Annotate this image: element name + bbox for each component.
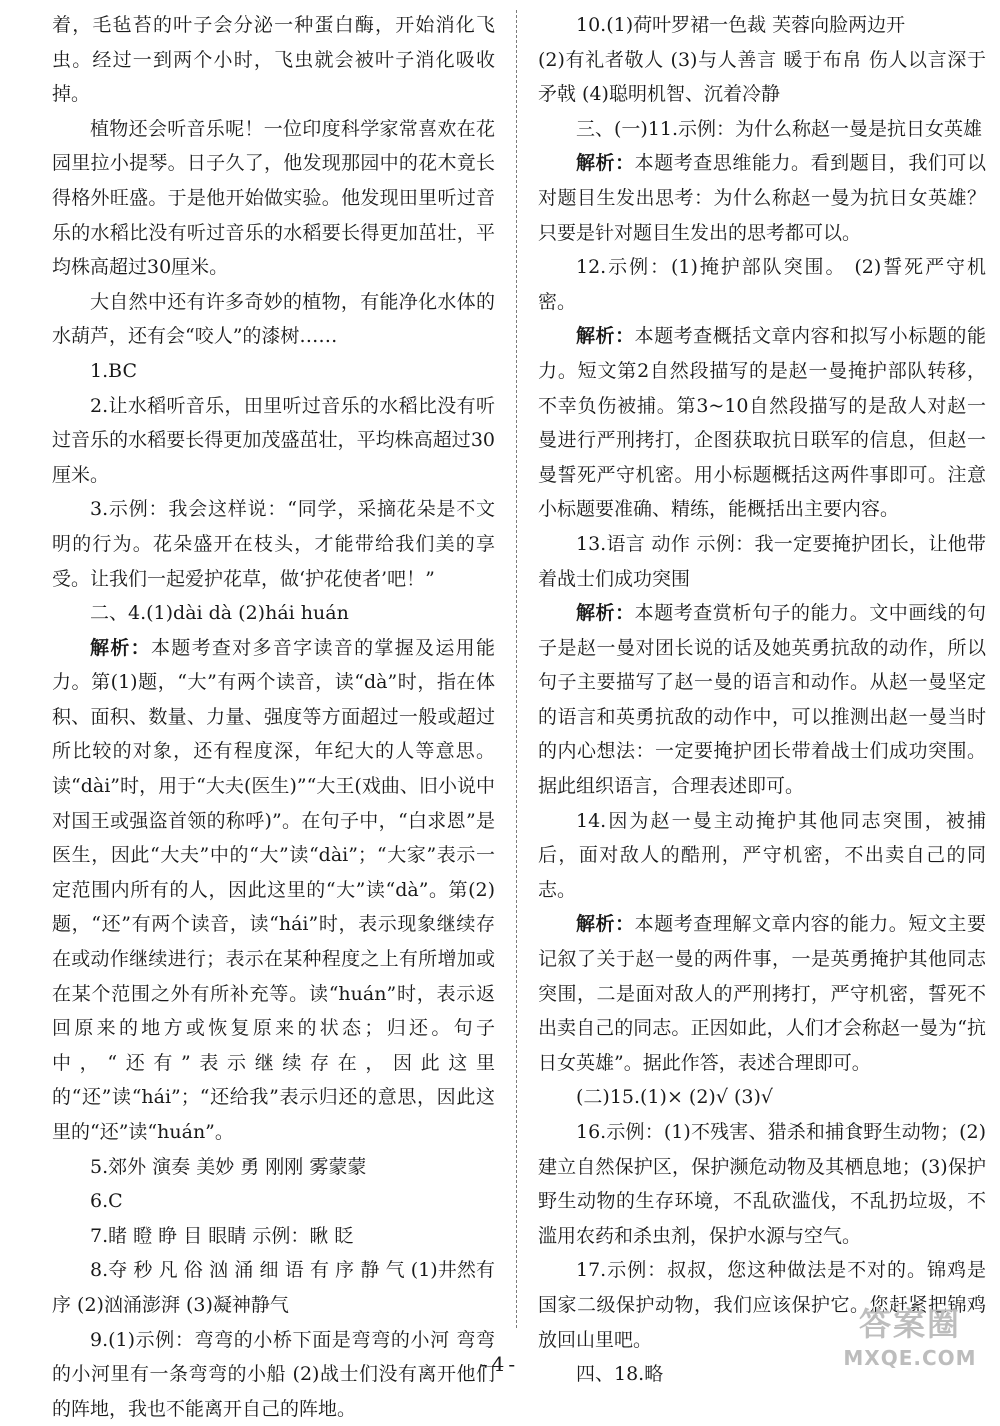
left-column bbox=[52, 8, 495, 1426]
watermark-title: 答案圈 bbox=[858, 1305, 961, 1343]
analysis-label: 解析： bbox=[576, 325, 635, 348]
answer-item: 3.示例：我会这样说：“同学，采摘花朵是不文明的行为。花朵盛开在枝头，才能带给我们美的享受。让我们一起爱护花草，做‘护花使者’吧！” bbox=[52, 498, 495, 590]
analysis-text: 本题考查赏析句子的能力。文中画线的句子是赵一曼对团长说的话及她英勇抗敌的动作，所以句子主要描写了赵一曼的语言和动作。从赵一曼坚定的语言和英勇抗敌的动作中，可以推测出赵一曼当时的内心想法：一定要掩护团长带着战士们成功突围。据此组织语言，合理表述即可。 bbox=[538, 602, 986, 798]
answer-item: 四、18.略 bbox=[576, 1363, 664, 1386]
answer-item: 5.郊外 演奏 美妙 勇 刚刚 雾蒙蒙 bbox=[90, 1155, 367, 1178]
watermark-url: MXQE.COM bbox=[843, 1346, 977, 1370]
analysis-text: 本题考查理解文章内容的能力。短文主要记叙了关于赵一曼的两件事，一是英勇掩护其他同志突围，二是面对敌人的严刑拷打，严守机密，誓死不出卖自己的同志。正因如此，人们才会称赵一曼为“抗日女英雄”。据此作答，表述合理即可。 bbox=[538, 913, 986, 1074]
text-paragraph: 植物还会听音乐呢！一位印度科学家常喜欢在花园里拉小提琴。日子久了，他发现那园中的花木竟长得格外旺盛。于是他开始做实验。他发现田里听过音乐的水稻比没有听过音乐的水稻要长得更加茁壮，平均株高超过30厘米。 bbox=[52, 117, 495, 279]
analysis-label: 解析： bbox=[576, 602, 635, 625]
answer-item: 17.示例：叔叔，您这种做法是不对的。锦鸡是国家二级保护动物，我们应该保护它。您赶紧把锦鸡放回山里吧。 bbox=[538, 1259, 986, 1351]
analysis-paragraph bbox=[538, 596, 986, 804]
analysis-label: 解析： bbox=[576, 913, 635, 936]
right-column bbox=[538, 8, 986, 1392]
page-number: -4- bbox=[480, 1352, 520, 1376]
analysis-paragraph bbox=[538, 146, 986, 250]
text-paragraph: 着，毛毡苔的叶子会分泌一种蛋白酶，开始消化飞虫。经过一到两个小时，飞虫就会被叶子消化吸收掉。 bbox=[52, 14, 495, 106]
answer-item: (二)15.(1)× (2)√ (3)√ bbox=[576, 1086, 773, 1109]
analysis-paragraph bbox=[538, 319, 986, 527]
text-paragraph: 大自然中还有许多奇妙的植物，有能净化水体的水葫芦，还有会“咬人”的漆树…… bbox=[52, 290, 495, 348]
analysis-label: 解析： bbox=[90, 636, 151, 659]
answer-item: 二、4.(1)dài dà (2)hái huán bbox=[90, 602, 349, 625]
analysis-paragraph bbox=[52, 631, 495, 1150]
answer-item: 16.示例：(1)不残害、猎杀和捕食野生动物；(2)建立自然保护区，保护濒危动物及其栖息地；(3)保护野生动物的生存环境，不乱砍滥伐，不乱扔垃圾，不滥用农药和杀虫剂，保护水源与空气。 bbox=[538, 1121, 986, 1247]
analysis-text: 本题考查对多音字读音的掌握及运用能力。第(1)题，“大”有两个读音，读“dà”时，指在体积、面积、数量、力量、强度等方面超过一般或超过所比较的对象，还有程度深，年纪大的人等意思。读“dài”时，用于“大夫(医生)”“大王(戏曲、旧小说中对国王或强盗首领的称呼)”。在句子中，“白求恩”是医生，因此“大夫”中的“大”读“dài”；“大家”表示一定范围内所有的人，因此这里的“大”读“dà”。第(2)题，“还”有两个读音，读“hái”时，表示现象继续存在或动作继续进行；表示在某种程度之上有所增加或在某个范围之外有所补充等。读“huán”时，表示返回原来的地方或恢复原来的状态；归还。句子中，“还有”表示继续存在，因此这里的“还”读“hái”；“还给我”表示归还的意思，因此这里的“还”读“huán”。 bbox=[52, 636, 495, 1143]
answer-item: 8.夺 秒 凡 俗 汹 涌 细 语 有 序 静 气 (1)井然有序 (2)汹涌澎湃 (3)凝神静气 bbox=[52, 1259, 495, 1316]
answer-item: 10.(1)荷叶罗裙一色裁 芙蓉向脸两边开 bbox=[576, 14, 906, 36]
answer-item: 14.因为赵一曼主动掩护其他同志突围，被捕后，面对敌人的酷刑，严守机密，不出卖自己的同志。 bbox=[538, 809, 986, 901]
analysis-text: 本题考查思维能力。看到题目，我们可以对题目生发出思考：为什么称赵一曼为抗日女英雄？只要是针对题目生发出的思考都可以。 bbox=[538, 152, 986, 244]
answer-item: 1.BC bbox=[90, 359, 137, 382]
answer-item: 13.语言 动作 示例：我一定要掩护团长，让他带着战士们成功突围 bbox=[538, 532, 986, 590]
analysis-text: 本题考查概括文章内容和拟写小标题的能力。短文第2自然段描写的是赵一曼掩护部队转移，不幸负伤被捕。第3~10自然段描写的是敌人对赵一曼进行严刑拷打，企图获取抗日联军的信息，但赵一曼誓死严守机密。用小标题概括这两件事即可。注意小标题要准确、精练，能概括出主要内容。 bbox=[538, 325, 986, 521]
answer-item: 三、(一)11.示例：为什么称赵一曼是抗日女英雄 bbox=[576, 117, 983, 140]
column-divider bbox=[516, 10, 517, 1328]
answer-item: (2)有礼者敬人 (3)与人善言 暖于布帛 伤人以言深于矛戟 (4)聪明机智、沉着冷静 bbox=[538, 48, 986, 106]
answer-item: 6.C bbox=[90, 1190, 123, 1213]
analysis-paragraph bbox=[538, 907, 986, 1080]
watermark-logo bbox=[830, 1304, 990, 1384]
answer-item: 9.(1)示例：弯弯的小桥下面是弯弯的小河 弯弯的小河里有一条弯弯的小船 (2)战士们没有离开他们的阵地，我也不能离开自己的阵地。 bbox=[52, 1328, 495, 1420]
analysis-label: 解析： bbox=[576, 152, 635, 175]
answer-item: 2.让水稻听音乐，田里听过音乐的水稻比没有听过音乐的水稻要长得更加茂盛茁壮，平均株高超过30厘米。 bbox=[52, 394, 495, 486]
answer-item: 7.睹 瞪 睁 目 眼睛 示例：瞅 眨 bbox=[90, 1224, 354, 1247]
answer-item: 12.示例：(1)掩护部队突围。 (2)誓死严守机密。 bbox=[538, 256, 986, 313]
